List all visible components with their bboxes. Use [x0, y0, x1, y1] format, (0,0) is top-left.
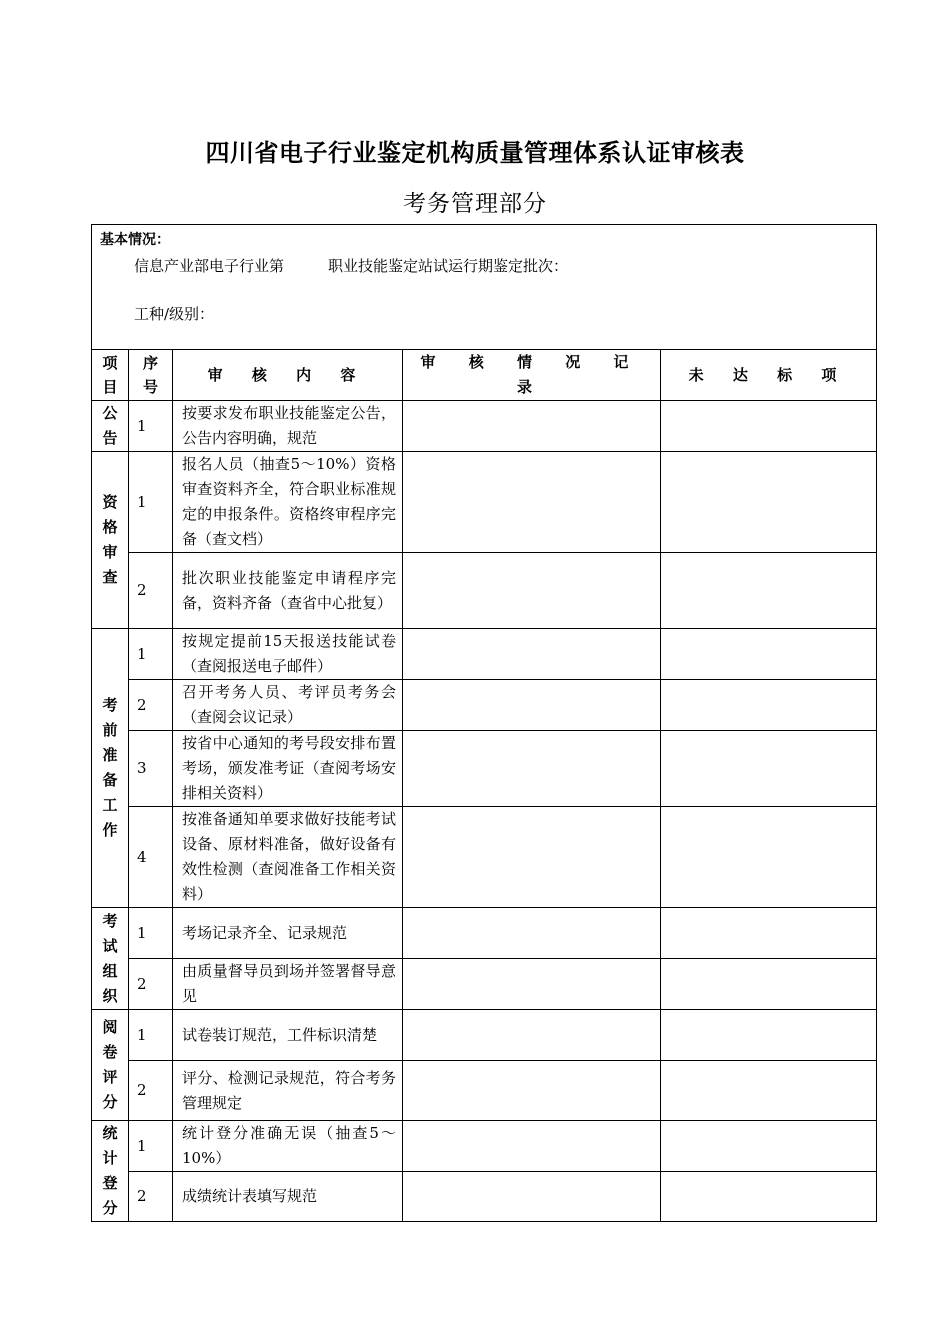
table-row [92, 1061, 877, 1121]
seq-cell: 2 [129, 680, 173, 731]
unmet-item-cell[interactable] [661, 1010, 877, 1061]
table-row [92, 908, 877, 959]
audit-record-cell[interactable] [403, 908, 661, 959]
audit-record-cell[interactable] [403, 401, 661, 452]
audit-record-cell[interactable] [403, 731, 661, 807]
category-cell [92, 908, 129, 1010]
category-label: 公 告 [102, 404, 118, 447]
unmet-item-cell[interactable] [661, 1172, 877, 1222]
table-row [92, 1010, 877, 1061]
audit-record-cell[interactable] [403, 629, 661, 680]
audit-content-cell: 按要求发布职业技能鉴定公告，公告内容明确，规范 [173, 401, 403, 452]
seq-cell: 3 [129, 731, 173, 807]
unmet-item-cell[interactable] [661, 401, 877, 452]
category-label: 资 格 审 查 [102, 493, 118, 586]
seq-cell: 4 [129, 807, 173, 908]
table-row [92, 629, 877, 680]
category-cell [92, 629, 129, 908]
audit-record-cell[interactable] [403, 1010, 661, 1061]
category-cell [92, 452, 129, 629]
audit-record-cell[interactable] [403, 959, 661, 1010]
unmet-item-cell[interactable] [661, 1061, 877, 1121]
audit-content-cell: 统计登分准确无误（抽查5～10%） [173, 1121, 403, 1172]
basic-info-cell [92, 225, 877, 350]
header-unmet: 未 达 标 项 [661, 350, 877, 401]
audit-table [91, 224, 877, 1222]
basic-info-row [92, 225, 877, 350]
seq-cell: 2 [129, 553, 173, 629]
table-row [92, 731, 877, 807]
audit-record-cell[interactable] [403, 553, 661, 629]
basic-info-line1 [134, 256, 876, 276]
header-seq: 序 号 [129, 350, 173, 401]
table-row [92, 401, 877, 452]
seq-cell: 1 [129, 1121, 173, 1172]
table-row [92, 452, 877, 553]
audit-content-cell: 按省中心通知的考号段安排布置考场，颁发准考证（查阅考场安排相关资料） [173, 731, 403, 807]
header-content: 审 核 内 容 [173, 350, 403, 401]
category-cell [92, 1010, 129, 1121]
audit-content-cell: 考场记录齐全、记录规范 [173, 908, 403, 959]
station-text: 信息产业部电子行业第 [134, 257, 285, 275]
seq-cell: 1 [129, 1010, 173, 1061]
audit-record-cell[interactable] [403, 807, 661, 908]
unmet-item-cell[interactable] [661, 1121, 877, 1172]
audit-record-cell[interactable] [403, 452, 661, 553]
seq-cell: 1 [129, 908, 173, 959]
unmet-item-cell[interactable] [661, 452, 877, 553]
category-label: 统 计 登 分 [102, 1124, 118, 1217]
audit-content-cell: 批次职业技能鉴定申请程序完备，资料齐备（查省中心批复） [173, 553, 403, 629]
unmet-item-cell[interactable] [661, 959, 877, 1010]
seq-cell: 2 [129, 1061, 173, 1121]
unmet-item-cell[interactable] [661, 680, 877, 731]
header-record: 审 核 情 况 记 录 [403, 350, 661, 401]
job-level-text: 工种/级别： [134, 305, 215, 323]
seq-cell: 1 [129, 452, 173, 553]
seq-cell: 1 [129, 629, 173, 680]
unmet-item-cell[interactable] [661, 553, 877, 629]
table-row [92, 807, 877, 908]
seq-cell: 2 [129, 959, 173, 1010]
audit-record-cell[interactable] [403, 680, 661, 731]
page-title: 四川省电子行业鉴定机构质量管理体系认证审核表 [205, 139, 745, 167]
seq-cell: 1 [129, 401, 173, 452]
header-row [92, 350, 877, 401]
category-label: 考 试 组 织 [102, 911, 118, 1005]
seq-cell: 2 [129, 1172, 173, 1222]
table-row [92, 553, 877, 629]
audit-record-cell[interactable] [403, 1172, 661, 1222]
unmet-item-cell[interactable] [661, 731, 877, 807]
audit-content-cell: 成绩统计表填写规范 [173, 1172, 403, 1222]
audit-content-cell: 报名人员（抽查5～10%）资格审查资料齐全，符合职业标准规定的申报条件。资格终审程序完备（查文档） [173, 452, 403, 553]
table-row [92, 1121, 877, 1172]
audit-content-cell: 召开考务人员、考评员考务会（查阅会议记录） [173, 680, 403, 731]
unmet-item-cell[interactable] [661, 908, 877, 959]
table-row [92, 1172, 877, 1222]
table-row [92, 680, 877, 731]
audit-content-cell: 按准备通知单要求做好技能考试设备、原材料准备，做好设备有效性检测（查阅准备工作相关资料） [173, 807, 403, 908]
batch-text: 职业技能鉴定站试运行期鉴定批次： [328, 257, 569, 275]
audit-content-cell: 评分、检测记录规范，符合考务管理规定 [173, 1061, 403, 1121]
category-label: 阅 卷 评 分 [102, 1018, 118, 1111]
audit-content-cell: 试卷装订规范，工件标识清楚 [173, 1010, 403, 1061]
unmet-item-cell[interactable] [661, 629, 877, 680]
audit-record-cell[interactable] [403, 1061, 661, 1121]
page-subtitle: 考务管理部分 [403, 191, 547, 217]
table-row [92, 959, 877, 1010]
header-item: 项 目 [92, 350, 129, 401]
unmet-item-cell[interactable] [661, 807, 877, 908]
audit-content-cell: 由质量督导员到场并签署督导意见 [173, 959, 403, 1010]
category-label: 考 前 准 备 工 作 [102, 696, 118, 839]
basic-info-label: 基本情况： [100, 232, 170, 248]
audit-record-cell[interactable] [403, 1121, 661, 1172]
audit-content-cell: 按规定提前15天报送技能试卷（查阅报送电子邮件） [173, 629, 403, 680]
category-cell [92, 1121, 129, 1222]
category-cell [92, 401, 129, 452]
